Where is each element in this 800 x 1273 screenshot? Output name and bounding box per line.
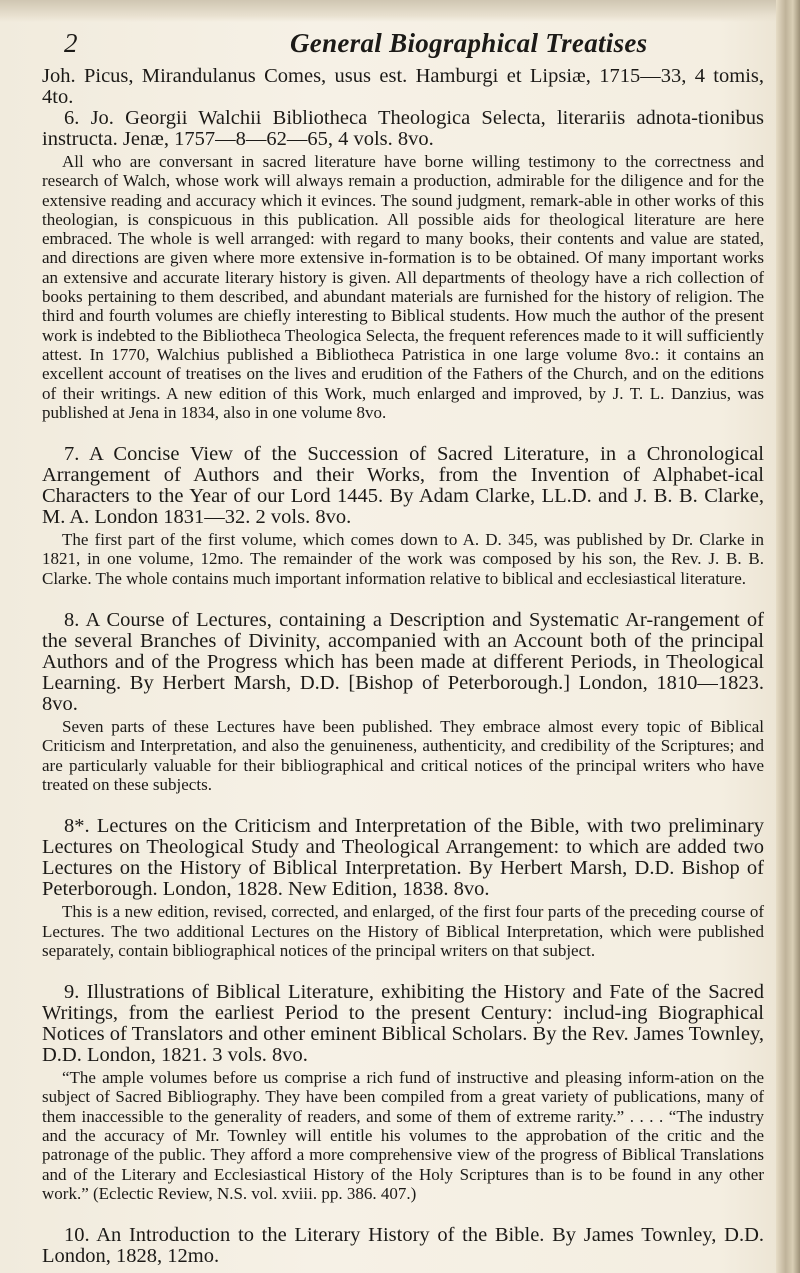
page-body [42, 66, 764, 1267]
entry-title: 8*. Lectures on the Criticism and Interpretation of the Bible, with two preliminary Lectures on Theological Study and Theological Arrangement: to which are added two Lectures on the History of Biblical Interpretation. By Herbert Marsh, D.D. Bishop of Peterborough. London, 1828. New Edition, 1838. 8vo. [42, 815, 764, 901]
entry-title: Joh. Picus, Mirandulanus Comes, usus est. Hamburgi et Lipsiæ, 1715—33, 4 tomis, 4to. [42, 65, 764, 108]
spacer [42, 794, 764, 816]
entry-title: 7. A Concise View of the Succession of Sacred Literature, in a Chronological Arrangement of Authors and their Works, from the Invention of Alphabet-ical Characters to the Year of our Lord 1445. By Adam Clarke, LL.D. and J. B. B. Clarke, M. A. London 1831—32. 2 vols. 8vo. [42, 443, 764, 529]
entry-5-continuation [42, 66, 764, 108]
spacer [42, 422, 764, 444]
spacer [42, 1203, 764, 1225]
entry-description: This is a new edition, revised, corrected, and enlarged, of the first four parts of the preceding course of Lectures. The two additional Lectures on the History of Biblical Interpretation, which were published separately, contain bibliographical notices of the principal writers on that subject. [42, 902, 764, 960]
entry-title: 10. An Introduction to the Literary History of the Bible. By James Townley, D.D. London, 1828, 12mo. [42, 1224, 764, 1268]
entry-9-townley [42, 982, 764, 1203]
entry-title: 8. A Course of Lectures, containing a Description and Systematic Ar-rangement of the several Branches of Divinity, accompanied with an Account both of the principal Authors and of the Progress which has been made at different Periods, in Theological Learning. By Herbert Marsh, D.D. [Bishop of Peterborough.] London, 1810—1823. 8vo. [42, 609, 764, 716]
spacer [42, 960, 764, 982]
page-number: 2 [64, 28, 78, 58]
entry-7-clarke [42, 444, 764, 588]
entry-title: 9. Illustrations of Biblical Literature, exhibiting the History and Fate of the Sacred Writings, from the earliest Period to the present Century: includ-ing Biographical Notices of Translators and other eminent Biblical Scholars. By the Rev. James Townley, D.D. London, 1821. 3 vols. 8vo. [42, 981, 764, 1067]
entry-6-walch [42, 108, 764, 422]
page-top-shadow [0, 0, 800, 22]
entry-description: Seven parts of these Lectures have been published. They embrace almost every topic of Biblical Criticism and Interpretation, and also the genuineness, authenticity, and credibility of the Scriptures; and are particularly valuable for their bibliographical and critical notices of the principal writers who have treated on these subjects. [42, 717, 764, 794]
entry-description: The first part of the first volume, which comes down to A. D. 345, was published by Dr. Clarke in 1821, in one volume, 12mo. The remainder of the work was composed by his son, the Rev. J. B. B. Clarke. The whole contains much important information relative to biblical and ecclesiastical literature. [42, 530, 764, 588]
entry-8star-marsh [42, 816, 764, 960]
entry-description: “The ample volumes before us comprise a rich fund of instructive and pleasing inform-ation on the subject of Sacred Bibliography. They have been compiled from a great variety of publications, many of them inaccessible to the generality of readers, and some of them of extreme rarity.” . . . . “The industry and the accuracy of Mr. Townley will entitle his volumes to the approbation of the critic and the patronage of the public. They afford a more comprehensive view of the progress of Biblical Translations and of the Literary and Ecclesiastical History of the Holy Scriptures than is to be found in any other work.” (Eclectic Review, N.S. vol. xviii. pp. 386. 407.) [42, 1068, 764, 1203]
entry-description: All who are conversant in sacred literature have borne willing testimony to the correctness and research of Walch, whose work will always remain a production, admirable for the diligence and for the extensive reading and accuracy which it evinces. The sound judgment, remark-able in other works of this theologian, is conspicuous in this publication. All possible aids for theological literature are here embraced. The whole is well arranged: with regard to many books, their contents and value are stated, and directions are given where more extensive in-formation is to be obtained. Of many important works an extensive and accurate literary history is given. All departments of theology have a rich collection of books pertaining to them described, and abundant materials are furnished for the history of religion. The third and fourth volumes are chiefly interesting to Biblical students. How much the author of the present work is indebted to the Bibliotheca Theologica Selecta, the frequent references made to it will sufficiently attest. In 1770, Walchius published a Bibliotheca Patristica in one large volume 8vo.: it contains an excellent account of treatises on the lives and erudition of the Fathers of the Church, and on the editions of their writings. A new edition of this Work, much enlarged and improved, by J. T. L. Danzius, was published at Jena in 1834, also in one volume 8vo. [42, 152, 764, 422]
running-title: General Biographical Treatises [290, 28, 648, 58]
page-header [40, 22, 760, 56]
page-edge-shadow [776, 0, 800, 1273]
entry-title: 6. Jo. Georgii Walchii Bibliotheca Theologica Selecta, literariis adnota-tionibus instructa. Jenæ, 1757—8—62—65, 4 vols. 8vo. [42, 107, 764, 150]
entry-10-townley [42, 1225, 764, 1267]
spacer [42, 588, 764, 610]
entry-8-marsh [42, 610, 764, 794]
